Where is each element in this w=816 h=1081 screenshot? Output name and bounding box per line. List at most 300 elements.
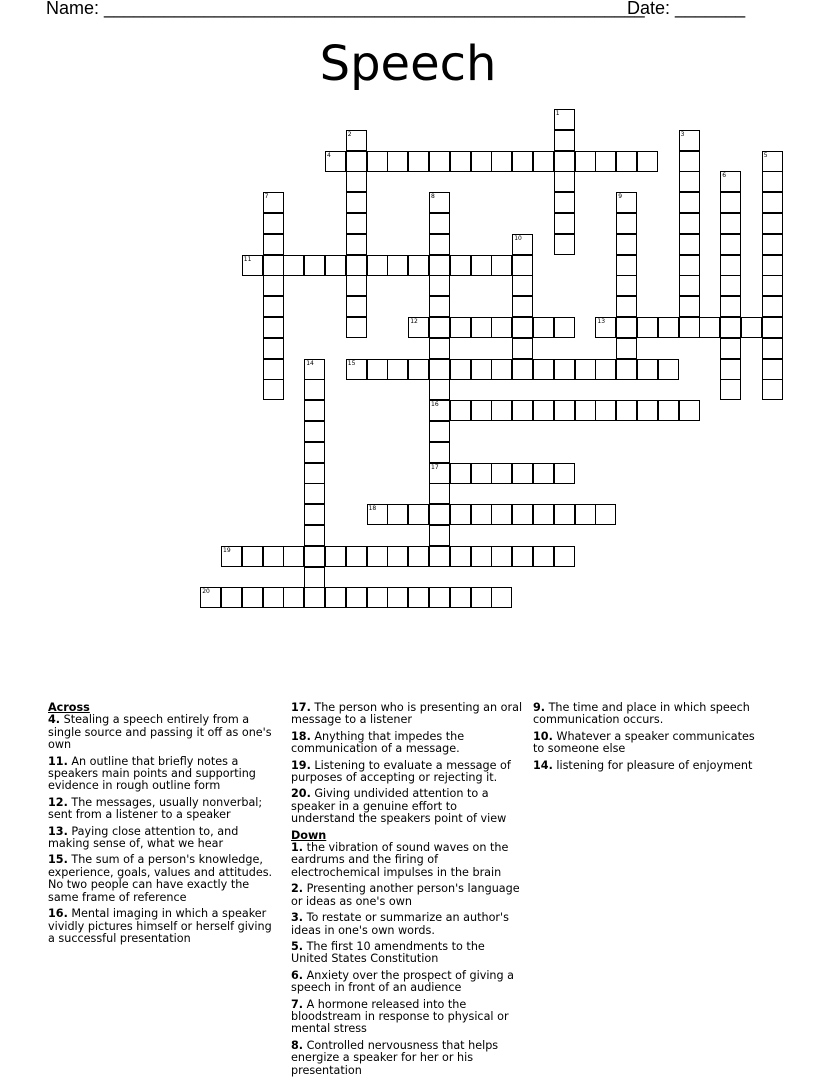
clue-number: 19. (291, 758, 311, 772)
crossword-cell[interactable] (741, 317, 762, 338)
crossword-cell[interactable] (575, 400, 596, 421)
crossword-cell[interactable] (242, 255, 263, 276)
crossword-cell[interactable] (471, 546, 492, 567)
date-field[interactable]: Date: _______ (627, 0, 746, 18)
clue-number: 13. (48, 824, 68, 838)
crossword-cell[interactable] (512, 151, 533, 172)
crossword-cell[interactable] (325, 587, 346, 608)
across-clue (48, 756, 280, 793)
down-clue (291, 883, 523, 908)
crossword-cell[interactable] (263, 546, 284, 567)
clue-text: listening for pleasure of enjoyment (552, 758, 753, 772)
crossword-cell[interactable] (533, 463, 554, 484)
crossword-cell[interactable] (637, 400, 658, 421)
crossword-cell[interactable] (263, 275, 284, 296)
crossword-cell[interactable] (575, 151, 596, 172)
crossword-cell[interactable] (616, 400, 637, 421)
crossword-cell[interactable] (387, 359, 408, 380)
crossword-cell[interactable] (429, 275, 450, 296)
crossword-cell[interactable] (450, 317, 471, 338)
crossword-cell[interactable] (679, 400, 700, 421)
crossword-cell[interactable] (429, 525, 450, 546)
crossword-cell[interactable] (367, 359, 388, 380)
crossword-cell[interactable] (491, 359, 512, 380)
crossword-cell[interactable] (325, 546, 346, 567)
crossword-cell[interactable] (762, 151, 783, 172)
crossword-cell[interactable] (512, 296, 533, 317)
clue-number: 3. (291, 911, 304, 925)
crossword-cell[interactable] (429, 317, 450, 338)
clue-number-label: 8 (431, 193, 435, 201)
clue-number: 15. (48, 853, 68, 867)
down-clue (291, 842, 523, 879)
crossword-cell[interactable] (304, 525, 325, 546)
crossword-cell[interactable] (346, 296, 367, 317)
crossword-cell[interactable] (304, 567, 325, 588)
crossword-cell[interactable] (450, 546, 471, 567)
clue-number: 16. (48, 907, 68, 921)
crossword-cell[interactable] (616, 151, 637, 172)
clue-number-label: 1 (555, 110, 560, 117)
crossword-cell[interactable] (242, 546, 263, 567)
crossword-cell[interactable] (429, 379, 450, 400)
crossword-cell[interactable] (263, 379, 284, 400)
crossword-cell[interactable] (616, 359, 637, 380)
crossword-cell[interactable] (554, 234, 575, 255)
crossword-cell[interactable] (720, 338, 741, 359)
crossword-cell[interactable] (346, 359, 367, 380)
crossword-cell[interactable] (304, 359, 325, 380)
crossword-cell[interactable] (221, 587, 242, 608)
down-clue (533, 702, 765, 727)
crossword-cell[interactable] (762, 317, 783, 338)
crossword-cell[interactable] (387, 546, 408, 567)
crossword-cell[interactable] (512, 546, 533, 567)
clue-text: Mental imaging in which a speaker vividly pictures himself or herself giving a successful presentation (48, 907, 272, 945)
crossword-cell[interactable] (762, 234, 783, 255)
crossword-cell[interactable] (720, 213, 741, 234)
crossword-cell[interactable] (699, 317, 720, 338)
crossword-cell[interactable] (658, 317, 679, 338)
crossword-cell[interactable] (720, 317, 741, 338)
crossword-cell[interactable] (471, 255, 492, 276)
crossword-cell[interactable] (263, 338, 284, 359)
crossword-cell[interactable] (429, 255, 450, 276)
crossword-cell[interactable] (387, 255, 408, 276)
crossword-cell[interactable] (221, 546, 242, 567)
crossword-cell[interactable] (637, 317, 658, 338)
clue-number-label: 20 (202, 588, 210, 596)
clue-text: Anything that impedes the communication of a message. (291, 729, 465, 756)
clue-number-label: 7 (264, 193, 269, 201)
crossword-cell[interactable] (533, 317, 554, 338)
crossword-cell[interactable] (762, 192, 783, 213)
crossword-cell[interactable] (679, 234, 700, 255)
crossword-cell[interactable] (658, 359, 679, 380)
clue-number: 14. (533, 758, 553, 772)
crossword-cell[interactable] (575, 504, 596, 525)
clue-number: 1. (291, 841, 304, 855)
crossword-cell[interactable] (491, 587, 512, 608)
crossword-cell[interactable] (346, 546, 367, 567)
crossword-cell[interactable] (325, 151, 346, 172)
crossword-cell[interactable] (429, 359, 450, 380)
clue-number: 2. (291, 882, 304, 896)
crossword-cell[interactable] (408, 546, 429, 567)
crossword-cell[interactable] (283, 255, 304, 276)
clue-number: 4. (48, 713, 61, 727)
crossword-cell[interactable] (512, 463, 533, 484)
clue-number: 7. (291, 997, 304, 1011)
crossword-cell[interactable] (346, 234, 367, 255)
crossword-cell[interactable] (429, 442, 450, 463)
crossword-cell[interactable] (616, 255, 637, 276)
crossword-cell[interactable] (491, 255, 512, 276)
crossword-cell[interactable] (491, 151, 512, 172)
crossword-cell[interactable] (762, 379, 783, 400)
crossword-cell[interactable] (367, 504, 388, 525)
across-clue (48, 826, 280, 851)
crossword-cell[interactable] (346, 192, 367, 213)
clue-number-label: 5 (763, 151, 768, 159)
clue-number: 10. (533, 729, 553, 743)
crossword-cell[interactable] (304, 421, 325, 442)
crossword-cell[interactable] (304, 504, 325, 525)
across-clue (291, 731, 523, 756)
crossword-cell[interactable] (554, 463, 575, 484)
clue-number: 9. (533, 701, 546, 714)
crossword-cell[interactable] (283, 546, 304, 567)
across-clue (291, 760, 523, 785)
crossword-cell[interactable] (554, 213, 575, 234)
crossword-cell[interactable] (720, 255, 741, 276)
crossword-cell[interactable] (450, 151, 471, 172)
across-clue (48, 854, 280, 904)
crossword-cell[interactable] (263, 296, 284, 317)
crossword-cell[interactable] (304, 483, 325, 504)
crossword-cell[interactable] (304, 463, 325, 484)
crossword-cell[interactable] (554, 317, 575, 338)
crossword-cell[interactable] (616, 234, 637, 255)
crossword-cell[interactable] (429, 234, 450, 255)
down-clue (533, 731, 765, 756)
crossword-cell[interactable] (533, 151, 554, 172)
clue-text: The sum of a person's knowledge, experience, goals, values and attitudes. No two people can have exactly the same frame of reference (48, 853, 273, 904)
clue-number-label: 13 (597, 318, 606, 325)
clue-number-label: 2 (347, 130, 352, 138)
crossword-cell[interactable] (429, 213, 450, 234)
clue-text: Stealing a speech entirely from a single source and passing it off as one's own (48, 713, 272, 752)
crossword-cell[interactable] (533, 504, 554, 525)
down-clue (533, 760, 765, 772)
crossword-cell[interactable] (471, 463, 492, 484)
crossword-cell[interactable] (491, 400, 512, 421)
crossword-cell[interactable] (595, 400, 616, 421)
crossword-cell[interactable] (512, 317, 533, 338)
crossword-cell[interactable] (471, 504, 492, 525)
crossword-cell[interactable] (367, 151, 388, 172)
crossword-cell[interactable] (304, 546, 325, 567)
crossword-cell[interactable] (658, 400, 679, 421)
across-heading: Across (48, 701, 90, 714)
clue-text: Controlled nervousness that helps energize a speaker for her or his presentation (291, 1038, 499, 1077)
crossword-cell[interactable] (595, 359, 616, 380)
crossword-cell[interactable] (679, 255, 700, 276)
crossword-cell[interactable] (429, 151, 450, 172)
clue-number: 8. (291, 1038, 304, 1052)
clue-number-label: 3 (680, 130, 685, 138)
crossword-cell[interactable] (387, 587, 408, 608)
clue-text: To restate or summarize an author's ideas in one's own words. (291, 911, 509, 937)
clue-number: 11. (48, 754, 68, 768)
crossword-cell[interactable] (263, 359, 284, 380)
crossword-cell[interactable] (408, 587, 429, 608)
crossword-cell[interactable] (595, 151, 616, 172)
page-title: Speech (319, 36, 497, 92)
crossword-cell[interactable] (429, 338, 450, 359)
crossword-cell[interactable] (263, 587, 284, 608)
clue-text: A hormone released into the bloodstream in response to physical or mental stress (291, 997, 509, 1036)
crossword-cell[interactable] (554, 359, 575, 380)
crossword-cell[interactable] (408, 504, 429, 525)
crossword-cell[interactable] (346, 275, 367, 296)
crossword-cell[interactable] (263, 213, 284, 234)
across-clue (291, 702, 523, 727)
crossword-cell[interactable] (720, 296, 741, 317)
clue-number-label: 16 (431, 401, 439, 409)
crossword-cell[interactable] (533, 546, 554, 567)
crossword-cell[interactable] (762, 338, 783, 359)
crossword-cell[interactable] (491, 504, 512, 525)
crossword-cell[interactable] (679, 130, 700, 151)
crossword-cell[interactable] (200, 587, 221, 608)
crossword-cell[interactable] (242, 587, 263, 608)
crossword-cell[interactable] (554, 546, 575, 567)
crossword-cell[interactable] (429, 463, 450, 484)
crossword-cell[interactable] (512, 359, 533, 380)
clue-text: Listening to evaluate a message of purposes of accepting or rejecting it. (291, 758, 511, 785)
clue-number-label: 18 (368, 505, 377, 513)
clue-text: The messages, usually nonverbal; sent from a listener to a speaker (48, 795, 263, 822)
crossword-cell[interactable] (429, 400, 450, 421)
clue-text: The first 10 amendments to the United States Constitution (291, 939, 485, 966)
crossword-cell[interactable] (304, 379, 325, 400)
crossword-cell[interactable] (429, 296, 450, 317)
crossword-cell[interactable] (512, 234, 533, 255)
crossword-cell[interactable] (679, 213, 700, 234)
clue-number: 18. (291, 729, 311, 743)
crossword-cell[interactable] (762, 171, 783, 192)
crossword-cell[interactable] (263, 234, 284, 255)
down-clue (291, 1040, 523, 1077)
clue-number-label: 14 (306, 359, 314, 367)
crossword-cell[interactable] (408, 359, 429, 380)
crossword-cell[interactable] (429, 483, 450, 504)
down-clue (291, 970, 523, 995)
clue-number: 20. (291, 787, 311, 801)
crossword-cell[interactable] (491, 546, 512, 567)
crossword-cell[interactable] (554, 171, 575, 192)
crossword-cell[interactable] (512, 338, 533, 359)
clue-number: 17. (291, 701, 311, 714)
crossword-cell[interactable] (512, 504, 533, 525)
crossword-cell[interactable] (512, 275, 533, 296)
clue-text: Paying close attention to, and making sense of, what we hear (48, 824, 239, 851)
crossword-cell[interactable] (367, 546, 388, 567)
clue-number-label: 10 (514, 234, 522, 242)
across-clue (291, 788, 523, 825)
clue-text: the vibration of sound waves on the eardrums and the firing of electrochemical impulses in the brain (291, 841, 509, 879)
crossword-cell[interactable] (554, 151, 575, 172)
clue-text: The person who is presenting an oral message to a listener (291, 701, 523, 727)
crossword-cell[interactable] (720, 379, 741, 400)
crossword-cell[interactable] (616, 275, 637, 296)
crossword-cell[interactable] (263, 192, 284, 213)
clues-column-2 (291, 702, 523, 1081)
clue-text: An outline that briefly notes a speakers main points and supporting evidence in rough outline form (48, 754, 256, 793)
crossword-cell[interactable] (512, 255, 533, 276)
crossword-cell[interactable] (762, 359, 783, 380)
crossword-cell[interactable] (429, 546, 450, 567)
crossword-cell[interactable] (471, 317, 492, 338)
crossword-cell[interactable] (387, 151, 408, 172)
crossword-cell[interactable] (762, 296, 783, 317)
crossword-cell[interactable] (720, 192, 741, 213)
crossword-cell[interactable] (450, 504, 471, 525)
crossword-cell[interactable] (346, 151, 367, 172)
crossword-cell[interactable] (429, 587, 450, 608)
crossword-cell[interactable] (346, 171, 367, 192)
crossword-cell[interactable] (304, 587, 325, 608)
crossword-cell[interactable] (762, 275, 783, 296)
crossword-cell[interactable] (595, 317, 616, 338)
clue-text: Anxiety over the prospect of giving a speech in front of an audience (291, 968, 515, 995)
crossword-cell[interactable] (554, 130, 575, 151)
crossword-cell[interactable] (616, 213, 637, 234)
clue-text: The time and place in which speech communication occurs. (533, 701, 750, 727)
crossword-cell[interactable] (679, 317, 700, 338)
across-clue (48, 714, 280, 751)
crossword-cell[interactable] (450, 400, 471, 421)
crossword-cell[interactable] (429, 192, 450, 213)
crossword-cell[interactable] (408, 151, 429, 172)
clue-number-label: 9 (618, 193, 623, 201)
crossword-cell[interactable] (762, 255, 783, 276)
clue-number-label: 11 (243, 255, 252, 263)
crossword-cell[interactable] (304, 255, 325, 276)
crossword-cell[interactable] (720, 359, 741, 380)
clue-number: 6. (291, 968, 304, 982)
crossword-cell[interactable] (679, 296, 700, 317)
down-clue (291, 912, 523, 937)
crossword-cell[interactable] (720, 234, 741, 255)
crossword-cell[interactable] (429, 421, 450, 442)
crossword-cell[interactable] (595, 504, 616, 525)
crossword-cell[interactable] (471, 587, 492, 608)
crossword-cell[interactable] (408, 255, 429, 276)
crossword-cell[interactable] (554, 400, 575, 421)
clue-text: Presenting another person's language or ideas as one's own (291, 882, 520, 908)
crossword-cell[interactable] (346, 317, 367, 338)
down-clue (291, 999, 523, 1036)
crossword-cell[interactable] (346, 213, 367, 234)
crossword-cell[interactable] (575, 359, 596, 380)
crossword-cell[interactable] (762, 213, 783, 234)
crossword-cell[interactable] (512, 400, 533, 421)
crossword-cell[interactable] (304, 400, 325, 421)
clue-number: 5. (291, 939, 304, 953)
crossword-cell[interactable] (387, 504, 408, 525)
clue-number-label: 15 (347, 359, 356, 367)
crossword-cell[interactable] (491, 463, 512, 484)
crossword-cell[interactable] (283, 587, 304, 608)
clue-number-label: 17 (431, 463, 439, 471)
crossword-cell[interactable] (450, 359, 471, 380)
crossword-cell[interactable] (554, 109, 575, 130)
clue-number: 12. (48, 795, 68, 809)
crossword-cell[interactable] (679, 192, 700, 213)
clue-number-label: 6 (722, 172, 727, 180)
crossword-cell[interactable] (471, 359, 492, 380)
crossword-cell[interactable] (679, 151, 700, 172)
name-field[interactable]: Name: ______________________________________________________ (46, 0, 645, 18)
crossword-cell[interactable] (616, 338, 637, 359)
crossword-cell[interactable] (450, 463, 471, 484)
clues-column-3 (533, 702, 765, 776)
crossword-cell[interactable] (720, 275, 741, 296)
down-clue (291, 941, 523, 966)
crossword-cell[interactable] (616, 317, 637, 338)
crossword-cell[interactable] (554, 504, 575, 525)
crossword-cell[interactable] (346, 255, 367, 276)
crossword-cell[interactable] (263, 317, 284, 338)
crossword-cell[interactable] (471, 400, 492, 421)
crossword-cell[interactable] (408, 317, 429, 338)
clue-number-label: 4 (327, 151, 331, 159)
crossword-cell[interactable] (679, 171, 700, 192)
crossword-cell[interactable] (450, 587, 471, 608)
crossword-cell[interactable] (346, 587, 367, 608)
crossword-cell[interactable] (679, 275, 700, 296)
clue-text: Giving undivided attention to a speaker in a genuine effort to understand the speakers point of view (291, 787, 507, 826)
crossword-cell[interactable] (367, 587, 388, 608)
crossword-cell[interactable] (616, 192, 637, 213)
crossword-cell[interactable] (720, 171, 741, 192)
crossword-cell[interactable] (616, 296, 637, 317)
crossword-cell[interactable] (471, 151, 492, 172)
crossword-cell[interactable] (491, 317, 512, 338)
crossword-cell[interactable] (637, 151, 658, 172)
crossword-cell[interactable] (367, 255, 388, 276)
crossword-cell[interactable] (450, 255, 471, 276)
down-heading: Down (291, 828, 327, 842)
crossword-cell[interactable] (554, 192, 575, 213)
clue-number-label: 12 (410, 318, 418, 325)
clue-text: Whatever a speaker communicates to someone else (533, 729, 755, 756)
crossword-cell[interactable] (325, 255, 346, 276)
crossword-cell[interactable] (263, 255, 284, 276)
crossword-cell[interactable] (346, 130, 367, 151)
clues-column-1 (48, 702, 280, 949)
across-clue (48, 797, 280, 822)
crossword-cell[interactable] (533, 359, 554, 380)
crossword-cell[interactable] (637, 359, 658, 380)
clue-number-label: 19 (223, 546, 231, 554)
across-clue (48, 908, 280, 945)
crossword-cell[interactable] (429, 504, 450, 525)
crossword-cell[interactable] (304, 442, 325, 463)
crossword-cell[interactable] (533, 400, 554, 421)
